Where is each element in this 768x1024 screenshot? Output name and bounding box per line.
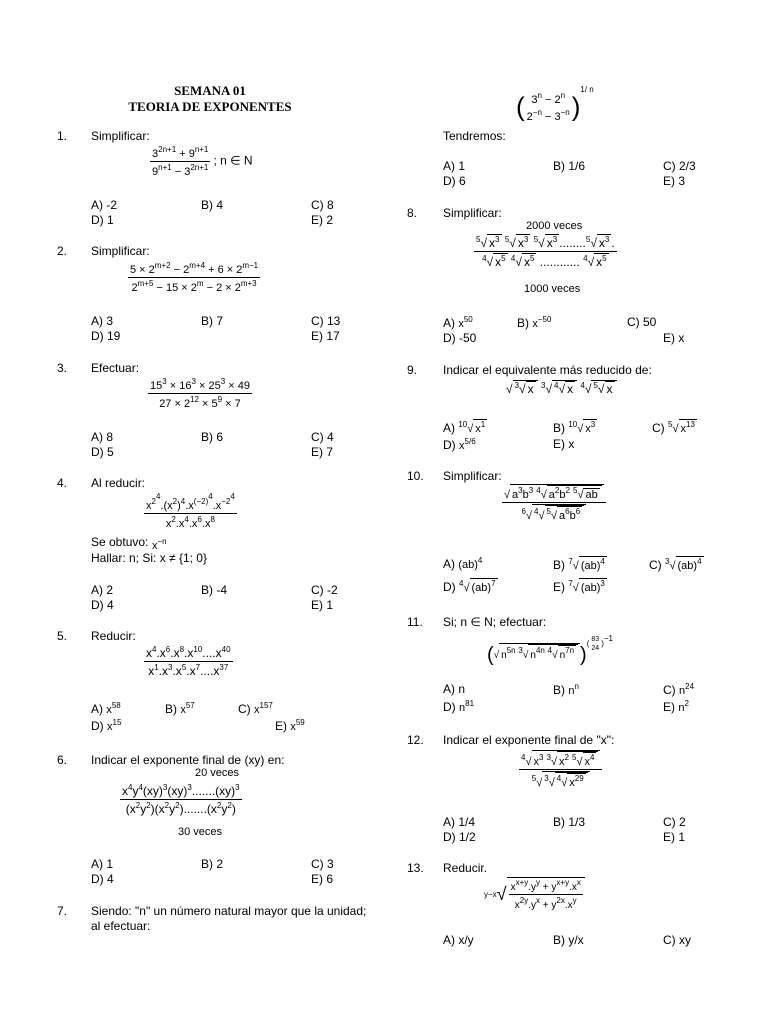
problem-statement: Si; n ∈ N; efectuar:: [443, 615, 547, 629]
option-c: C) 50: [627, 315, 657, 329]
option-e: E) $^7$√ (ab)$^3$: [553, 579, 605, 594]
option-a: A) 1/4: [443, 815, 476, 829]
problem-statement: Siendo: "n" un número natural mayor que la unidad;: [91, 904, 367, 918]
problem-number: 3.: [57, 361, 68, 375]
page-title: [90, 83, 330, 115]
expression-5: $\frac{x^4.x^6.x^8.x^{10}....x^{40}}{x^1.x^3.x^5.x^7....x^{37}}$: [146, 645, 231, 678]
option-c: C) 13: [311, 314, 341, 328]
option-d: D) $n^{81}$: [443, 699, 475, 714]
problem-number: 9.: [407, 363, 418, 377]
option-a: A) (ab)$^4$: [443, 556, 483, 571]
option-c: C) 8: [311, 198, 334, 212]
option-b: B) 2: [201, 857, 224, 871]
problem-statement: Al reducir:: [91, 476, 146, 490]
option-c: C) 2/3: [663, 159, 696, 173]
option-d: D) 4: [91, 598, 114, 612]
problem-number: 11.: [407, 615, 423, 629]
option-e: E) 1: [663, 830, 686, 844]
option-c: C) 2: [663, 815, 686, 829]
problem-number: 13.: [407, 861, 424, 875]
option-a: A) x/y: [443, 933, 474, 947]
option-c: C) $n^{24}$: [663, 682, 695, 697]
option-b: B) $^7$√ (ab)$^4$: [553, 557, 605, 572]
result-expression: $x^{-n}$: [152, 537, 167, 552]
option-d: D) 4: [91, 872, 114, 886]
option-c: C) $^3$√ (ab)$^4$: [649, 557, 702, 572]
option-b: B) 6: [201, 430, 224, 444]
option-a: A) $^{10}$√ $x^1$: [443, 420, 486, 435]
option-d: D) 1: [91, 213, 114, 227]
expression-13: y−x√ $\frac{x^{x+y}.y^y + y^{x+y}.x^x}{x^{2y}.y^x + y^{2x}.x^y}$: [484, 877, 585, 911]
expression-8: $\frac{^5√ x^3 ^5√ x^3 ^5√ x^3 ........^5√ x^3 .}{^4√ x^5 ^4√ x^5 ............ ^4√ x^5}$: [476, 235, 615, 269]
problem-number: 2.: [57, 244, 68, 258]
option-e: E) $n^2$: [663, 699, 689, 714]
underbrace-label: 1000 veces: [524, 283, 581, 295]
problem-number: 12.: [407, 733, 424, 747]
problem-number: 8.: [407, 206, 418, 220]
option-d: D) 1/2: [443, 830, 476, 844]
option-c: C) $x^{157}$: [238, 701, 273, 716]
option-a: A) 8: [91, 430, 114, 444]
expression-12: $\frac{^4√ x^3 ^3√ x^2 ^5√ x^4}{^5√ ^3√ ^4√ x^{29}}$: [519, 750, 602, 789]
problem-statement: Efectuar:: [91, 361, 140, 375]
problem-statement: Indicar el exponente final de (xy) en:: [91, 753, 285, 767]
problem-number: 4.: [57, 476, 68, 490]
option-a: A) n: [443, 682, 466, 696]
option-b: B) 4: [201, 198, 224, 212]
problem-extra: Se obtuvo:: [91, 535, 149, 549]
option-a: A) $x^{58}$: [91, 701, 121, 716]
option-c: C) $^5$√ $x^{13}$: [652, 420, 695, 435]
overbrace-label: 20 veces: [195, 767, 240, 779]
option-a: A) 3: [91, 314, 114, 328]
option-b: B) $x^{57}$: [165, 701, 195, 716]
expression-1: $\frac{3^{2n+1} + 9^{n+1}}{9^{n+1} - 3^{2n+1}}$ ; n ∈ N: [152, 145, 253, 178]
expression-7: ( $3^n - 2^n$ $2^{-n} - 3^{-n}$ )$^{1/ n}$: [516, 85, 594, 124]
option-c: C) -2: [311, 583, 338, 597]
option-d: D) 5: [91, 445, 114, 459]
option-e: E) 3: [663, 174, 686, 188]
problem-statement: Indicar el exponente final de "x":: [443, 733, 615, 747]
option-d: D) $x^{5/6}$: [443, 437, 476, 452]
option-b: B) 1/6: [553, 159, 586, 173]
problem-extra: Hallar: n; Si: x ≠ {1; 0}: [91, 551, 207, 565]
option-c: C) 3: [311, 857, 334, 871]
expression-3: $\frac{15^3 \times 16^3 \times 25^3 \times 49}{27 \times 2^{12} \times 5^9 \times 7}$: [150, 377, 250, 410]
expression-4: $\frac{x^{2^4}.(x^2)^4.x^{(-2)^4}.x^{-2^4}}{x^2.x^4.x^6.x^8}$: [146, 492, 235, 530]
option-d: D) $x^{15}$: [91, 718, 122, 733]
problem-statement: Simplificar:: [91, 244, 150, 258]
option-d: D) 19: [91, 329, 121, 343]
problem-statement: Reducir:: [91, 629, 136, 643]
option-a: A) -2: [91, 198, 118, 212]
problem-number: 1.: [57, 129, 68, 143]
option-b: B) y/x: [553, 933, 584, 947]
option-e: E) 6: [311, 872, 334, 886]
option-b: B) 1/3: [553, 815, 586, 829]
option-a: A) 2: [91, 583, 114, 597]
option-b: B) 7: [201, 314, 224, 328]
expression-10: $\frac{√ a^3b^3 ^4√ a^2b^2 ^5√ ab}{^6√ ^4√ ^5√ a^6b^6}$: [502, 484, 606, 522]
result-label: Tendremos:: [443, 129, 506, 143]
expression-9: √ $^3$√ x $^3$√ $^4$√ x $^4$√ $^5$√ x: [506, 380, 617, 396]
problem-statement: Indicar el equivalente más reducido de:: [443, 363, 652, 377]
option-e: E) 17: [311, 329, 340, 343]
expression-11: (√ $n^{5n}$ $^3$√ $n^{4n}$ $^4$√ $n^{7n}$ )$^{( 83 24 )^{-1}}$: [487, 634, 613, 666]
option-c: C) xy: [663, 933, 691, 947]
option-a: A) 1: [443, 159, 466, 173]
option-e: E) x: [553, 437, 575, 451]
option-e: E) 2: [311, 213, 334, 227]
problem-statement: Simplificar:: [443, 469, 502, 483]
option-d: D) 6: [443, 174, 466, 188]
topic-title: TEORIA DE EXPONENTES: [128, 99, 292, 114]
overbrace-label: 2000 veces: [526, 220, 583, 232]
option-b: B) $x^{-50}$: [517, 315, 552, 330]
underbrace-label: 30 veces: [178, 826, 223, 838]
option-e: E) $x^{59}$: [275, 718, 305, 733]
problem-statement: Reducir.: [443, 861, 488, 875]
option-b: B) -4: [201, 583, 228, 597]
option-b: B) $^{10}$√ $x^3$: [553, 420, 596, 435]
expression-2: $\frac{5 \times 2^{m+2} - 2^{m+4} + 6 \times 2^{m-1}}{2^{m+5} - 15 \times 2^m - 2 \times 2^{m+3}}$: [130, 261, 259, 294]
problem-statement-cont: al efectuar:: [91, 919, 151, 933]
problem-number: 6.: [57, 753, 68, 767]
option-e: E) 7: [311, 445, 334, 459]
problem-statement: Simplificar:: [443, 206, 502, 220]
option-c: C) 4: [311, 430, 334, 444]
option-e: E) x: [663, 331, 685, 345]
problem-number: 5.: [57, 629, 68, 643]
option-e: E) 1: [311, 598, 334, 612]
problem-number: 7.: [57, 904, 68, 918]
problem-number: 10.: [407, 469, 424, 483]
option-d: D) $^4$√ (ab)$^7$: [443, 579, 496, 594]
option-d: D) -50: [443, 331, 477, 345]
option-b: B) $n^n$: [553, 682, 579, 697]
option-a: A) $x^{50}$: [443, 315, 473, 330]
expression-6: $\frac{x^4y^4(xy)^3(xy)^3.......(xy)^3}{(x^2y^2)(x^2y^2).......(x^2y^2)}$: [122, 783, 240, 816]
problem-statement: Simplificar:: [91, 129, 150, 143]
option-a: A) 1: [91, 857, 114, 871]
week-label: SEMANA 01: [174, 83, 246, 98]
